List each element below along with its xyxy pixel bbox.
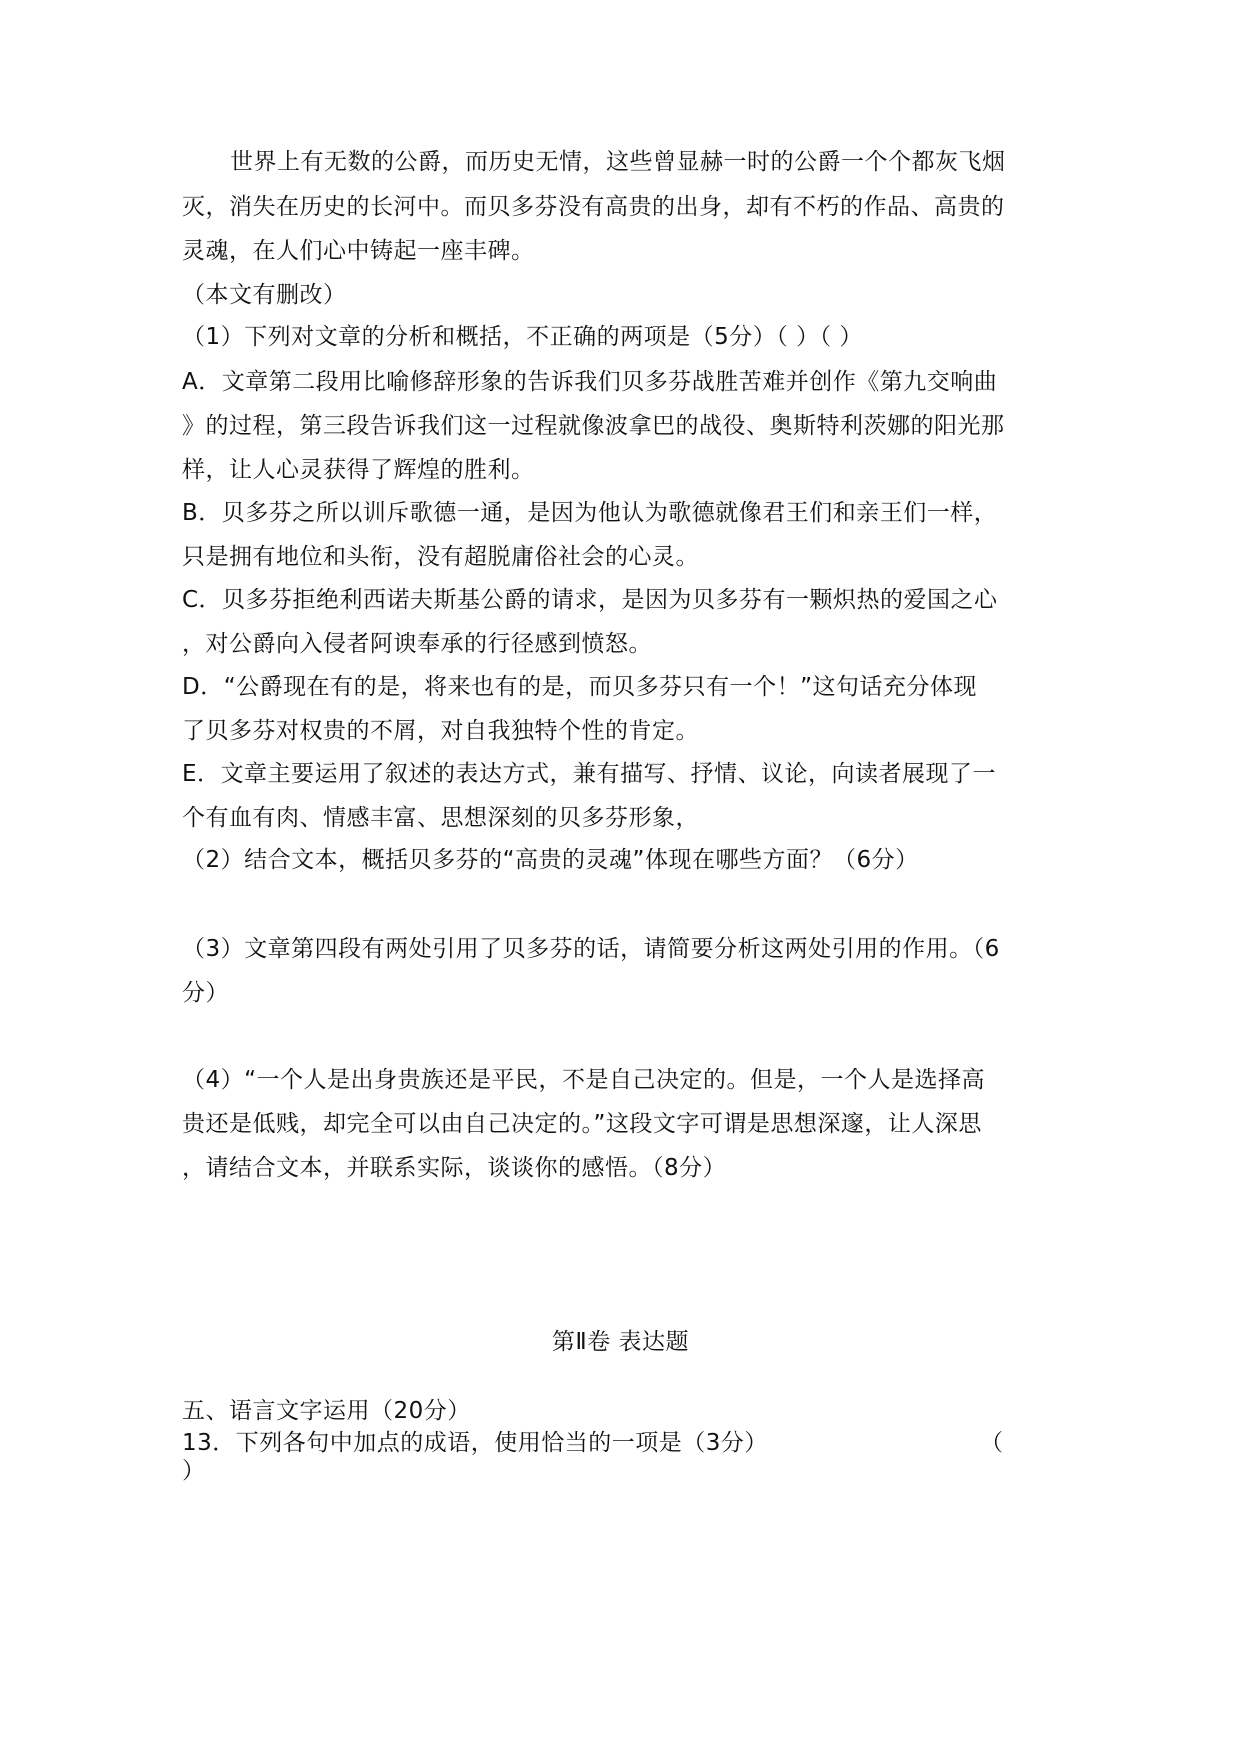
question-4-line-2: 贵还是低贱，却完全可以由自己决定的。”这段文字可谓是思想深邃，让人深思 (182, 1111, 982, 1137)
option-d-line-1: D．“公爵现在有的是，将来也有的是，而贝多芬只有一个！”这句话充分体现 (182, 674, 978, 700)
question-3-line-2: 分） (182, 980, 229, 1006)
option-b-line-2: 只是拥有地位和头衔，没有超脱庸俗社会的心灵。 (182, 544, 699, 570)
question-1-prompt: （1）下列对文章的分析和概括，不正确的两项是（5分）（ ）（ ） (182, 324, 863, 350)
question-4-line-1: （4）“一个人是出身贵族还是平民，不是自己决定的。但是，一个人是选择高 (182, 1067, 986, 1093)
option-a-line-2: 》的过程，第三段告诉我们这一过程就像波拿巴的战役、奥斯特利茨娜的阳光那 (182, 413, 1005, 439)
passage-line-1: 世界上有无数的公爵，而历史无情，这些曾显赫一时的公爵一个个都灰飞烟 (230, 149, 1006, 175)
option-d-line-2: 了贝多芬对权贵的不屑，对自我独特个性的肯定。 (182, 718, 699, 744)
passage-line-2: 灭，消失在历史的长河中。而贝多芬没有高贵的出身，却有不朽的作品、高贵的 (182, 194, 1005, 220)
question-13-paren-open: （ (980, 1430, 1003, 1456)
part-5-heading: 五、语言文字运用（20分） (182, 1398, 471, 1424)
passage-note: （本文有删改） (182, 282, 347, 308)
passage-line-3: 灵魂，在人们心中铸起一座丰碑。 (182, 238, 535, 264)
option-e-line-2: 个有血有肉、情感丰富、思想深刻的贝多芬形象， (182, 805, 699, 831)
section-title: 第Ⅱ卷 表达题 (551, 1329, 690, 1355)
option-a-line-3: 样，让人心灵获得了辉煌的胜利。 (182, 457, 535, 483)
option-e-line-1: E．文章主要运用了叙述的表达方式，兼有描写、抒情、议论，向读者展现了一 (182, 761, 997, 787)
question-13: 13．下列各句中加点的成语，使用恰当的一项是（3分） (182, 1430, 768, 1456)
option-c-line-1: C．贝多芬拒绝利西诺夫斯基公爵的请求，是因为贝多芬有一颗炽热的爱国之心 (182, 587, 998, 613)
question-3-line-1: （3）文章第四段有两处引用了贝多芬的话，请简要分析这两处引用的作用。（6 (182, 936, 1000, 962)
option-a-line-1: A．文章第二段用比喻修辞形象的告诉我们贝多芬战胜苦难并创作《第九交响曲 (182, 369, 998, 395)
question-13-paren-close: ） (182, 1458, 206, 1484)
option-b-line-1: B．贝多芬之所以训斥歌德一通，是因为他认为歌德就像君王们和亲王们一样， (182, 500, 998, 526)
question-4-line-3: ，请结合文本，并联系实际，谈谈你的感悟。（8分） (182, 1155, 727, 1181)
question-2: （2）结合文本，概括贝多芬的“高贵的灵魂”体现在哪些方面？（6分） (182, 847, 919, 873)
option-c-line-2: ，对公爵向入侵者阿谀奉承的行径感到愤怒。 (182, 631, 652, 657)
